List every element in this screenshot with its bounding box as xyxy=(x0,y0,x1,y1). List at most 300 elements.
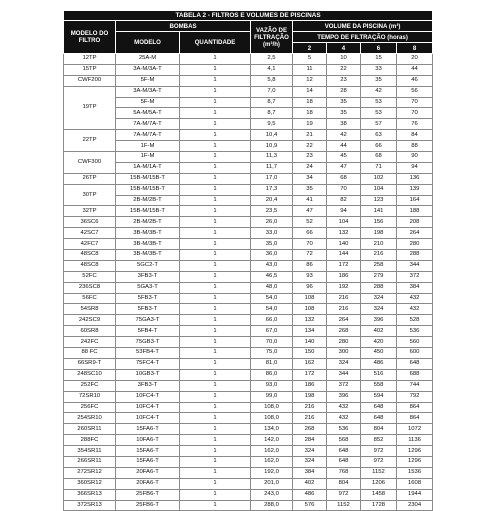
filter-model-cell: 19TP xyxy=(64,86,116,130)
pump-model-cell: 53FB4-T xyxy=(116,348,180,359)
quantity-cell: 1 xyxy=(180,391,251,402)
flow-rate-cell: 33,0 xyxy=(251,228,293,239)
pump-model-cell: 75GB3-T xyxy=(116,337,180,348)
filter-model-cell: 266SR11 xyxy=(64,456,116,467)
table-row xyxy=(64,358,433,369)
filter-model-cell: 42FC7 xyxy=(64,239,116,250)
flow-rate-cell: 67,0 xyxy=(251,326,293,337)
quantity-cell: 1 xyxy=(180,260,251,271)
quantity-cell: 1 xyxy=(180,358,251,369)
quantity-cell: 1 xyxy=(180,271,251,282)
quantity-cell: 1 xyxy=(180,86,251,97)
filter-model-cell: 26TP xyxy=(64,173,116,184)
volume-4h-cell: 972 xyxy=(327,489,361,500)
volume-6h-cell: 258 xyxy=(361,260,397,271)
filter-model-cell: 254SR10 xyxy=(64,413,116,424)
volume-6h-cell: 450 xyxy=(361,348,397,359)
pump-model-cell: 5F-M xyxy=(116,97,180,108)
pump-model-cell: 2B-M/2B-T xyxy=(116,195,180,206)
volume-4h-cell: 82 xyxy=(327,195,361,206)
pump-model-cell: 1A-M/1A-T xyxy=(116,162,180,173)
volume-8h-cell: 56 xyxy=(397,86,433,97)
pump-model-cell: 3FB3-T xyxy=(116,380,180,391)
filter-model-cell: 52FC xyxy=(64,271,116,282)
volume-8h-cell: 136 xyxy=(397,173,433,184)
quantity-cell: 1 xyxy=(180,380,251,391)
volume-2h-cell: 47 xyxy=(293,206,327,217)
volume-4h-cell: 648 xyxy=(327,446,361,457)
volume-6h-cell: 1728 xyxy=(361,500,397,511)
volume-6h-cell: 53 xyxy=(361,108,397,119)
volume-8h-cell: 384 xyxy=(397,282,433,293)
flow-rate-cell: 11,7 xyxy=(251,162,293,173)
volume-2h-cell: 108 xyxy=(293,304,327,315)
header-filter-model: MODELO DO FILTRO xyxy=(64,21,116,54)
flow-rate-cell: 142,0 xyxy=(251,435,293,446)
volume-2h-cell: 134 xyxy=(293,326,327,337)
quantity-cell: 1 xyxy=(180,97,251,108)
pump-model-cell: 5F-M xyxy=(116,75,180,86)
volume-2h-cell: 384 xyxy=(293,467,327,478)
filter-model-cell: 260SR11 xyxy=(64,424,116,435)
filter-model-cell: 256FC xyxy=(64,402,116,413)
flow-rate-cell: 54,0 xyxy=(251,304,293,315)
table-row xyxy=(64,239,433,250)
flow-rate-cell: 108,0 xyxy=(251,402,293,413)
table-row xyxy=(64,54,433,65)
header-pump-model: MODELO xyxy=(116,32,180,54)
filter-model-cell: 372SR13 xyxy=(64,500,116,511)
pump-model-cell: 3B-M/3B-T xyxy=(116,228,180,239)
flow-rate-cell: 66,0 xyxy=(251,315,293,326)
table-row xyxy=(64,130,433,141)
volume-4h-cell: 192 xyxy=(327,282,361,293)
volume-6h-cell: 141 xyxy=(361,206,397,217)
filter-model-cell: CWF200 xyxy=(64,75,116,86)
filter-model-cell: 360SR12 xyxy=(64,478,116,489)
table-row xyxy=(64,260,433,271)
pump-model-cell: 3B-M/3B-T xyxy=(116,250,180,261)
volume-6h-cell: 288 xyxy=(361,282,397,293)
filter-model-cell: 72SR10 xyxy=(64,391,116,402)
volume-6h-cell: 486 xyxy=(361,358,397,369)
volume-8h-cell: 1296 xyxy=(397,456,433,467)
pump-model-cell: 3A-M/3A-T xyxy=(116,64,180,75)
filter-model-cell: 66SR9-T xyxy=(64,358,116,369)
volume-8h-cell: 432 xyxy=(397,293,433,304)
volume-6h-cell: 648 xyxy=(361,402,397,413)
volume-4h-cell: 23 xyxy=(327,75,361,86)
table-row xyxy=(64,424,433,435)
volume-8h-cell: 600 xyxy=(397,348,433,359)
volume-2h-cell: 70 xyxy=(293,239,327,250)
flow-rate-cell: 134,0 xyxy=(251,424,293,435)
volume-2h-cell: 324 xyxy=(293,456,327,467)
filter-model-cell: 242FC xyxy=(64,337,116,348)
header-hours-8: 8 xyxy=(397,43,433,54)
volume-4h-cell: 68 xyxy=(327,173,361,184)
table-row xyxy=(64,195,433,206)
quantity-cell: 1 xyxy=(180,326,251,337)
filter-model-cell: 242SC9 xyxy=(64,315,116,326)
flow-rate-cell: 5,8 xyxy=(251,75,293,86)
pump-model-cell: 3FB3-T xyxy=(116,271,180,282)
filter-model-cell: 272SR12 xyxy=(64,467,116,478)
table-row xyxy=(64,315,433,326)
volume-8h-cell: 280 xyxy=(397,239,433,250)
volume-8h-cell: 688 xyxy=(397,369,433,380)
pump-model-cell: 10FC4-T xyxy=(116,413,180,424)
volume-8h-cell: 70 xyxy=(397,97,433,108)
quantity-cell: 1 xyxy=(180,446,251,457)
volume-2h-cell: 108 xyxy=(293,293,327,304)
quantity-cell: 1 xyxy=(180,184,251,195)
table-row xyxy=(64,304,433,315)
quantity-cell: 1 xyxy=(180,217,251,228)
volume-6h-cell: 210 xyxy=(361,239,397,250)
volume-2h-cell: 52 xyxy=(293,217,327,228)
volume-6h-cell: 804 xyxy=(361,424,397,435)
volume-6h-cell: 123 xyxy=(361,195,397,206)
table-row xyxy=(64,337,433,348)
flow-rate-cell: 26,0 xyxy=(251,217,293,228)
volume-6h-cell: 594 xyxy=(361,391,397,402)
volume-8h-cell: 1136 xyxy=(397,435,433,446)
volume-2h-cell: 140 xyxy=(293,337,327,348)
volume-2h-cell: 11 xyxy=(293,64,327,75)
volume-6h-cell: 1206 xyxy=(361,478,397,489)
volume-8h-cell: 90 xyxy=(397,152,433,163)
volume-6h-cell: 324 xyxy=(361,304,397,315)
header-quantity: QUANTIDADE xyxy=(180,32,251,54)
volume-2h-cell: 96 xyxy=(293,282,327,293)
volume-4h-cell: 132 xyxy=(327,228,361,239)
filter-volume-table xyxy=(63,10,433,511)
volume-6h-cell: 1152 xyxy=(361,467,397,478)
volume-8h-cell: 46 xyxy=(397,75,433,86)
volume-6h-cell: 558 xyxy=(361,380,397,391)
pump-model-cell: 3A-M/3A-T xyxy=(116,86,180,97)
flow-rate-cell: 81,0 xyxy=(251,358,293,369)
volume-8h-cell: 44 xyxy=(397,64,433,75)
volume-2h-cell: 268 xyxy=(293,424,327,435)
table-row xyxy=(64,86,433,97)
flow-rate-cell: 201,0 xyxy=(251,478,293,489)
volume-6h-cell: 324 xyxy=(361,293,397,304)
volume-4h-cell: 804 xyxy=(327,478,361,489)
volume-4h-cell: 144 xyxy=(327,250,361,261)
pump-model-cell: 2B-M/2B-T xyxy=(116,217,180,228)
volume-4h-cell: 35 xyxy=(327,108,361,119)
quantity-cell: 1 xyxy=(180,478,251,489)
volume-8h-cell: 1296 xyxy=(397,446,433,457)
filter-model-cell: 30TP xyxy=(64,184,116,206)
volume-8h-cell: 139 xyxy=(397,184,433,195)
quantity-cell: 1 xyxy=(180,162,251,173)
table-row xyxy=(64,119,433,130)
volume-8h-cell: 264 xyxy=(397,228,433,239)
filter-model-cell: 236SC8 xyxy=(64,282,116,293)
volume-2h-cell: 35 xyxy=(293,184,327,195)
flow-rate-cell: 17,0 xyxy=(251,173,293,184)
volume-4h-cell: 432 xyxy=(327,402,361,413)
flow-rate-cell: 46,5 xyxy=(251,271,293,282)
volume-2h-cell: 19 xyxy=(293,119,327,130)
volume-2h-cell: 172 xyxy=(293,369,327,380)
flow-rate-cell: 99,0 xyxy=(251,391,293,402)
volume-6h-cell: 156 xyxy=(361,217,397,228)
table-row xyxy=(64,500,433,511)
filter-model-cell: 56FC xyxy=(64,293,116,304)
volume-4h-cell: 186 xyxy=(327,271,361,282)
pump-model-cell: 20FA6-T xyxy=(116,478,180,489)
table-row xyxy=(64,75,433,86)
quantity-cell: 1 xyxy=(180,369,251,380)
volume-2h-cell: 34 xyxy=(293,173,327,184)
filter-model-cell: 60SR8 xyxy=(64,326,116,337)
volume-4h-cell: 280 xyxy=(327,337,361,348)
filter-model-cell: 36SC6 xyxy=(64,217,116,228)
volume-6h-cell: 63 xyxy=(361,130,397,141)
quantity-cell: 1 xyxy=(180,195,251,206)
volume-2h-cell: 24 xyxy=(293,162,327,173)
quantity-cell: 1 xyxy=(180,54,251,65)
table-row xyxy=(64,369,433,380)
volume-8h-cell: 20 xyxy=(397,54,433,65)
quantity-cell: 1 xyxy=(180,424,251,435)
volume-2h-cell: 198 xyxy=(293,391,327,402)
volume-4h-cell: 268 xyxy=(327,326,361,337)
pump-model-cell: 15FA6-T xyxy=(116,456,180,467)
quantity-cell: 1 xyxy=(180,228,251,239)
pump-model-cell: 75FC4-T xyxy=(116,358,180,369)
volume-4h-cell: 432 xyxy=(327,413,361,424)
volume-4h-cell: 396 xyxy=(327,391,361,402)
pump-model-cell: 10FA6-T xyxy=(116,435,180,446)
flow-rate-cell: 4,1 xyxy=(251,64,293,75)
quantity-cell: 1 xyxy=(180,130,251,141)
volume-8h-cell: 432 xyxy=(397,304,433,315)
quantity-cell: 1 xyxy=(180,467,251,478)
volume-4h-cell: 44 xyxy=(327,141,361,152)
filter-model-cell: 48SC8 xyxy=(64,260,116,271)
volume-4h-cell: 216 xyxy=(327,293,361,304)
volume-4h-cell: 10 xyxy=(327,54,361,65)
table-body xyxy=(64,54,433,511)
volume-6h-cell: 71 xyxy=(361,162,397,173)
volume-4h-cell: 35 xyxy=(327,97,361,108)
volume-2h-cell: 284 xyxy=(293,435,327,446)
volume-2h-cell: 150 xyxy=(293,348,327,359)
volume-8h-cell: 88 xyxy=(397,141,433,152)
volume-6h-cell: 66 xyxy=(361,141,397,152)
quantity-cell: 1 xyxy=(180,75,251,86)
volume-6h-cell: 68 xyxy=(361,152,397,163)
quantity-cell: 1 xyxy=(180,304,251,315)
volume-2h-cell: 402 xyxy=(293,478,327,489)
volume-8h-cell: 70 xyxy=(397,108,433,119)
volume-8h-cell: 1608 xyxy=(397,478,433,489)
volume-4h-cell: 372 xyxy=(327,380,361,391)
volume-4h-cell: 536 xyxy=(327,424,361,435)
volume-6h-cell: 53 xyxy=(361,97,397,108)
volume-4h-cell: 94 xyxy=(327,206,361,217)
pump-model-cell: 5FB4-T xyxy=(116,326,180,337)
table-row xyxy=(64,293,433,304)
table-row xyxy=(64,282,433,293)
volume-2h-cell: 324 xyxy=(293,446,327,457)
volume-2h-cell: 41 xyxy=(293,195,327,206)
volume-6h-cell: 402 xyxy=(361,326,397,337)
flow-rate-cell: 23,5 xyxy=(251,206,293,217)
volume-2h-cell: 132 xyxy=(293,315,327,326)
volume-2h-cell: 12 xyxy=(293,75,327,86)
volume-2h-cell: 216 xyxy=(293,402,327,413)
volume-4h-cell: 45 xyxy=(327,152,361,163)
volume-8h-cell: 528 xyxy=(397,315,433,326)
quantity-cell: 1 xyxy=(180,456,251,467)
filter-model-cell: 354SR11 xyxy=(64,446,116,457)
table-row xyxy=(64,467,433,478)
table-row xyxy=(64,391,433,402)
quantity-cell: 1 xyxy=(180,337,251,348)
volume-8h-cell: 188 xyxy=(397,206,433,217)
volume-4h-cell: 47 xyxy=(327,162,361,173)
volume-8h-cell: 372 xyxy=(397,271,433,282)
volume-8h-cell: 288 xyxy=(397,250,433,261)
table-row xyxy=(64,162,433,173)
table-row xyxy=(64,217,433,228)
flow-rate-cell: 70,0 xyxy=(251,337,293,348)
header-pool-volume: VOLUME DA PISCINA (m³) xyxy=(293,21,433,32)
volume-8h-cell: 84 xyxy=(397,130,433,141)
flow-rate-cell: 17,3 xyxy=(251,184,293,195)
quantity-cell: 1 xyxy=(180,206,251,217)
volume-2h-cell: 5 xyxy=(293,54,327,65)
pump-model-cell: 1F-M xyxy=(116,141,180,152)
pump-model-cell: 15FA6-T xyxy=(116,446,180,457)
volume-6h-cell: 1458 xyxy=(361,489,397,500)
pump-model-cell: 5GC2-T xyxy=(116,260,180,271)
volume-8h-cell: 648 xyxy=(397,358,433,369)
table-row xyxy=(64,271,433,282)
table-row xyxy=(64,228,433,239)
volume-2h-cell: 14 xyxy=(293,86,327,97)
table-row xyxy=(64,141,433,152)
volume-6h-cell: 516 xyxy=(361,369,397,380)
volume-4h-cell: 324 xyxy=(327,358,361,369)
pump-model-cell: 10FC4-T xyxy=(116,391,180,402)
volume-4h-cell: 140 xyxy=(327,239,361,250)
flow-rate-cell: 7,0 xyxy=(251,86,293,97)
pump-model-cell: 10FC4-T xyxy=(116,402,180,413)
volume-4h-cell: 568 xyxy=(327,435,361,446)
header-hours-4: 4 xyxy=(327,43,361,54)
volume-2h-cell: 576 xyxy=(293,500,327,511)
table-row xyxy=(64,97,433,108)
table-row xyxy=(64,64,433,75)
volume-4h-cell: 648 xyxy=(327,456,361,467)
filter-model-cell: 248SC10 xyxy=(64,369,116,380)
pump-model-cell: 7A-M/7A-T xyxy=(116,130,180,141)
volume-2h-cell: 486 xyxy=(293,489,327,500)
volume-6h-cell: 396 xyxy=(361,315,397,326)
table-row xyxy=(64,250,433,261)
pump-model-cell: 15FA6-T xyxy=(116,424,180,435)
quantity-cell: 1 xyxy=(180,141,251,152)
volume-2h-cell: 186 xyxy=(293,380,327,391)
volume-4h-cell: 300 xyxy=(327,348,361,359)
volume-8h-cell: 164 xyxy=(397,195,433,206)
pump-model-cell: 15B-M/15B-T xyxy=(116,173,180,184)
table-row xyxy=(64,413,433,424)
volume-6h-cell: 648 xyxy=(361,413,397,424)
filter-model-cell: 54SR8 xyxy=(64,304,116,315)
volume-8h-cell: 1072 xyxy=(397,424,433,435)
volume-4h-cell: 42 xyxy=(327,130,361,141)
quantity-cell: 1 xyxy=(180,119,251,130)
header-flow-rate: VAZÃO DE FILTRAÇÃO (m³/h) xyxy=(251,21,293,54)
filter-model-cell: 48SC8 xyxy=(64,250,116,261)
quantity-cell: 1 xyxy=(180,250,251,261)
quantity-cell: 1 xyxy=(180,348,251,359)
filter-model-cell: 288FC xyxy=(64,435,116,446)
volume-6h-cell: 102 xyxy=(361,173,397,184)
volume-2h-cell: 72 xyxy=(293,250,327,261)
pump-model-cell: 25FB6-T xyxy=(116,500,180,511)
pump-model-cell: 25A-M xyxy=(116,54,180,65)
flow-rate-cell: 20,4 xyxy=(251,195,293,206)
quantity-cell: 1 xyxy=(180,152,251,163)
pump-model-cell: 7A-M/7A-T xyxy=(116,119,180,130)
pump-model-cell: 25FB6-T xyxy=(116,489,180,500)
volume-6h-cell: 852 xyxy=(361,435,397,446)
volume-2h-cell: 86 xyxy=(293,260,327,271)
quantity-cell: 1 xyxy=(180,413,251,424)
pump-model-cell: 5FB3-T xyxy=(116,304,180,315)
flow-rate-cell: 2,5 xyxy=(251,54,293,65)
flow-rate-cell: 8,7 xyxy=(251,108,293,119)
volume-4h-cell: 1152 xyxy=(327,500,361,511)
volume-4h-cell: 344 xyxy=(327,369,361,380)
flow-rate-cell: 43,0 xyxy=(251,260,293,271)
table-row xyxy=(64,456,433,467)
flow-rate-cell: 86,0 xyxy=(251,369,293,380)
volume-2h-cell: 216 xyxy=(293,413,327,424)
header-hours-2: 2 xyxy=(293,43,327,54)
filter-model-cell: 366SR13 xyxy=(64,489,116,500)
flow-rate-cell: 288,0 xyxy=(251,500,293,511)
flow-rate-cell: 192,0 xyxy=(251,467,293,478)
volume-8h-cell: 94 xyxy=(397,162,433,173)
pump-model-cell: 20FA6-T xyxy=(116,467,180,478)
quantity-cell: 1 xyxy=(180,489,251,500)
volume-4h-cell: 28 xyxy=(327,86,361,97)
volume-8h-cell: 76 xyxy=(397,119,433,130)
pump-model-cell: 5A-M/5A-T xyxy=(116,108,180,119)
quantity-cell: 1 xyxy=(180,239,251,250)
flow-rate-cell: 108,0 xyxy=(251,413,293,424)
table-row xyxy=(64,206,433,217)
table-row xyxy=(64,184,433,195)
pump-model-cell: 15B-M/15B-T xyxy=(116,184,180,195)
flow-rate-cell: 93,0 xyxy=(251,380,293,391)
volume-4h-cell: 38 xyxy=(327,119,361,130)
table-row xyxy=(64,326,433,337)
quantity-cell: 1 xyxy=(180,64,251,75)
quantity-cell: 1 xyxy=(180,293,251,304)
pump-model-cell: 15B-M/15B-T xyxy=(116,206,180,217)
